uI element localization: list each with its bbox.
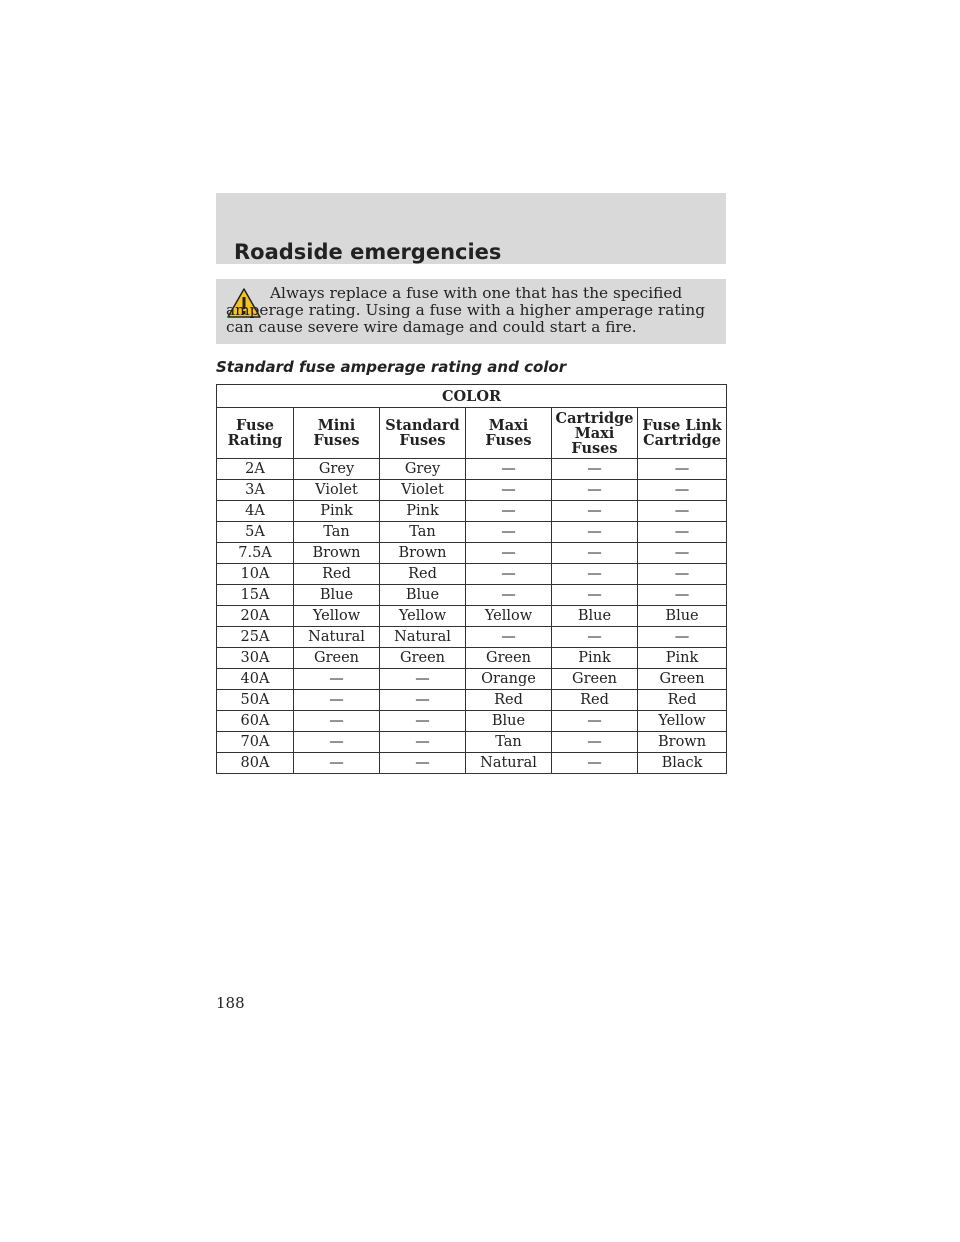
table-cell: Yellow <box>466 606 552 627</box>
table-cell: Red <box>380 564 466 585</box>
table-cell: Natural <box>380 627 466 648</box>
warning-text: Always replace a fuse with one that has the specified amperage rating. Using a fuse with a higher amperage rating can cause severe wire damage and could start a fire. <box>226 284 706 336</box>
table-cell: 25A <box>217 627 294 648</box>
table-cell: — <box>466 564 552 585</box>
table-cell: Pink <box>380 501 466 522</box>
section-header-band <box>216 193 726 264</box>
table-row <box>217 543 727 564</box>
table-cell: Green <box>380 648 466 669</box>
table-cell: — <box>380 711 466 732</box>
table-cell: Tan <box>380 522 466 543</box>
table-row <box>217 480 727 501</box>
table-cell: — <box>552 585 638 606</box>
table-cell: — <box>552 564 638 585</box>
table-cell: — <box>638 501 727 522</box>
table-cell: — <box>466 585 552 606</box>
table-row <box>217 585 727 606</box>
table-cell: — <box>294 711 380 732</box>
table-cell: — <box>294 732 380 753</box>
table-cell: Tan <box>466 732 552 753</box>
table-cell: Red <box>552 690 638 711</box>
table-cell: Yellow <box>638 711 727 732</box>
table-cell: Brown <box>380 543 466 564</box>
table-cell: — <box>638 459 727 480</box>
column-header: Maxi Fuses <box>466 408 552 459</box>
table-row <box>217 690 727 711</box>
table-cell: — <box>380 732 466 753</box>
table-cell: Blue <box>294 585 380 606</box>
table-cell: Pink <box>294 501 380 522</box>
table-cell: — <box>294 753 380 774</box>
table-cell: Green <box>638 669 727 690</box>
table-cell: — <box>552 501 638 522</box>
table-cell: Red <box>294 564 380 585</box>
table-row <box>217 732 727 753</box>
page-number: 188 <box>216 994 245 1012</box>
table-row <box>217 669 727 690</box>
table-cell: 3A <box>217 480 294 501</box>
table-cell: 4A <box>217 501 294 522</box>
table-cell: — <box>638 522 727 543</box>
column-header: Fuse Link Cartridge <box>638 408 727 459</box>
fuse-color-table <box>216 384 727 774</box>
table-cell: — <box>552 627 638 648</box>
table-cell: — <box>638 480 727 501</box>
table-cell: 80A <box>217 753 294 774</box>
table-cell: Yellow <box>294 606 380 627</box>
table-cell: — <box>466 627 552 648</box>
table-cell: Grey <box>380 459 466 480</box>
table-cell: 70A <box>217 732 294 753</box>
table-cell: Red <box>466 690 552 711</box>
table-cell: — <box>294 690 380 711</box>
table-cell: 60A <box>217 711 294 732</box>
table-cell: Green <box>466 648 552 669</box>
table-cell: — <box>552 753 638 774</box>
table-row <box>217 522 727 543</box>
table-cell: Black <box>638 753 727 774</box>
warning-box <box>216 279 726 344</box>
table-cell: Orange <box>466 669 552 690</box>
column-header: Cartridge Maxi Fuses <box>552 408 638 459</box>
table-cell: 40A <box>217 669 294 690</box>
table-cell: — <box>466 501 552 522</box>
table-cell: 30A <box>217 648 294 669</box>
table-cell: Red <box>638 690 727 711</box>
table-cell: — <box>466 522 552 543</box>
table-cell: 2A <box>217 459 294 480</box>
table-cell: Violet <box>294 480 380 501</box>
table-cell: Brown <box>638 732 727 753</box>
table-row <box>217 501 727 522</box>
table-cell: — <box>380 690 466 711</box>
color-group-header: COLOR <box>217 385 727 408</box>
table-cell: — <box>638 543 727 564</box>
table-cell: Blue <box>466 711 552 732</box>
table-cell: — <box>638 564 727 585</box>
table-cell: — <box>552 522 638 543</box>
table-row <box>217 711 727 732</box>
table-cell: — <box>552 480 638 501</box>
table-cell: 20A <box>217 606 294 627</box>
table-cell: — <box>466 480 552 501</box>
table-cell: Tan <box>294 522 380 543</box>
table-cell: Violet <box>380 480 466 501</box>
table-cell: Blue <box>552 606 638 627</box>
table-row <box>217 459 727 480</box>
table-cell: — <box>552 732 638 753</box>
section-title: Roadside emergencies <box>234 240 502 264</box>
table-cell: — <box>638 627 727 648</box>
table-cell: Blue <box>638 606 727 627</box>
table-cell: — <box>466 543 552 564</box>
column-header: Mini Fuses <box>294 408 380 459</box>
table-row <box>217 753 727 774</box>
table-cell: Green <box>294 648 380 669</box>
table-cell: — <box>380 753 466 774</box>
table-cell: 7.5A <box>217 543 294 564</box>
table-cell: Grey <box>294 459 380 480</box>
table-cell: — <box>380 669 466 690</box>
table-cell: — <box>638 585 727 606</box>
table-cell: Natural <box>466 753 552 774</box>
table-cell: — <box>552 543 638 564</box>
table-cell: 5A <box>217 522 294 543</box>
table-row <box>217 606 727 627</box>
table-cell: — <box>294 669 380 690</box>
table-cell: — <box>552 459 638 480</box>
table-cell: Blue <box>380 585 466 606</box>
table-row <box>217 627 727 648</box>
table-cell: Pink <box>638 648 727 669</box>
table-row <box>217 648 727 669</box>
table-cell: 10A <box>217 564 294 585</box>
column-header: Standard Fuses <box>380 408 466 459</box>
table-cell: Green <box>552 669 638 690</box>
table-cell: 50A <box>217 690 294 711</box>
table-cell: — <box>466 459 552 480</box>
table-cell: Brown <box>294 543 380 564</box>
table-title: Standard fuse amperage rating and color <box>216 358 567 376</box>
table-cell: Pink <box>552 648 638 669</box>
table-row <box>217 564 727 585</box>
table-cell: 15A <box>217 585 294 606</box>
column-header: Fuse Rating <box>217 408 294 459</box>
table-cell: Yellow <box>380 606 466 627</box>
table-cell: Natural <box>294 627 380 648</box>
table-cell: — <box>552 711 638 732</box>
